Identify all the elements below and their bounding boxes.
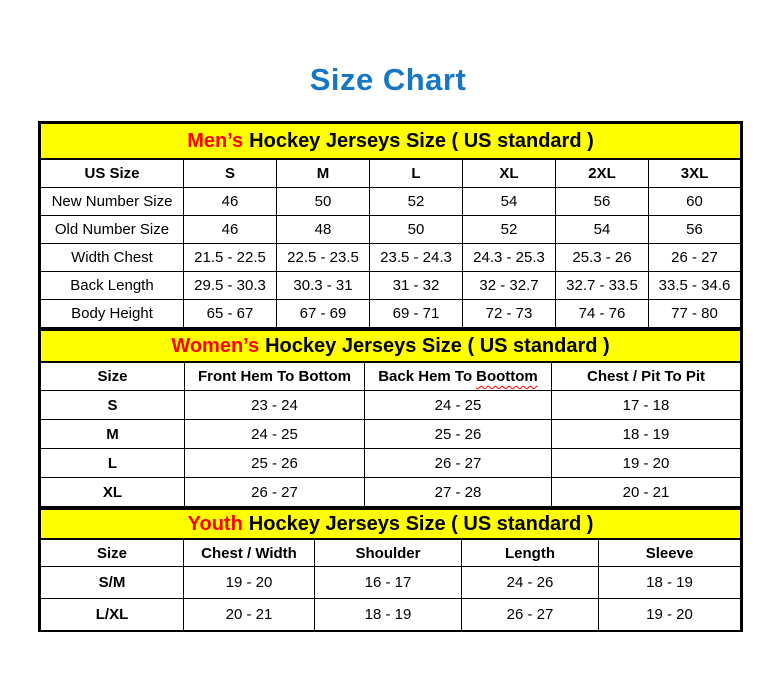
mens-section-title-cell (40, 123, 742, 160)
value-cell: 48 (277, 216, 370, 244)
value-cell: 60 (649, 188, 742, 216)
column-header: Size (40, 362, 185, 391)
womens-section-title-rest: Hockey Jerseys Size ( US standard ) (265, 334, 610, 357)
value-cell: 54 (556, 216, 649, 244)
womens-section-title-cell (40, 330, 742, 363)
value-cell: 54 (463, 188, 556, 216)
value-cell: 77 - 80 (649, 300, 742, 328)
column-header: US Size (40, 159, 184, 188)
table-row (40, 567, 742, 599)
value-cell: 24 - 26 (462, 567, 599, 599)
row-label: Width Chest (40, 244, 184, 272)
value-cell: 18 - 19 (599, 567, 742, 599)
value-cell: 26 - 27 (462, 599, 599, 632)
value-cell: 21.5 - 22.5 (184, 244, 277, 272)
womens-section-header-row (40, 330, 742, 363)
value-cell: 24 - 25 (365, 391, 552, 420)
womens-section-title-red: Women’s (171, 334, 260, 357)
value-cell: 56 (649, 216, 742, 244)
value-cell: 23 - 24 (185, 391, 365, 420)
mens-size-table (38, 121, 743, 328)
womens-column-header-row (40, 362, 742, 391)
column-header: Chest / Width (184, 539, 315, 567)
value-cell: 46 (184, 216, 277, 244)
value-cell: 46 (184, 188, 277, 216)
value-cell: 69 - 71 (370, 300, 463, 328)
column-header: Sleeve (599, 539, 742, 567)
column-header: XL (463, 159, 556, 188)
value-cell: 27 - 28 (365, 478, 552, 507)
youth-section-title-cell (40, 509, 742, 540)
table-row (40, 599, 742, 632)
value-cell: 26 - 27 (365, 449, 552, 478)
value-cell: 25.3 - 26 (556, 244, 649, 272)
value-cell: 26 - 27 (649, 244, 742, 272)
column-header: Front Hem To Bottom (185, 362, 365, 391)
column-header: Chest / Pit To Pit (552, 362, 742, 391)
column-header: S (184, 159, 277, 188)
row-label: Back Length (40, 272, 184, 300)
column-header (365, 362, 552, 391)
value-cell: 74 - 76 (556, 300, 649, 328)
value-cell: 32 - 32.7 (463, 272, 556, 300)
value-cell: 20 - 21 (184, 599, 315, 632)
table-row (40, 478, 742, 507)
value-cell: 18 - 19 (315, 599, 462, 632)
table-row (40, 244, 742, 272)
value-cell: 29.5 - 30.3 (184, 272, 277, 300)
value-cell: 72 - 73 (463, 300, 556, 328)
value-cell: 56 (556, 188, 649, 216)
value-cell: 30.3 - 31 (277, 272, 370, 300)
row-label: New Number Size (40, 188, 184, 216)
table-row (40, 449, 742, 478)
value-cell: 26 - 27 (185, 478, 365, 507)
row-label: M (40, 420, 185, 449)
row-label: S/M (40, 567, 184, 599)
page-title: Size Chart (309, 62, 467, 97)
youth-column-header-row (40, 539, 742, 567)
column-header-back-hem-text: Back Hem To (378, 368, 473, 385)
row-label: L (40, 449, 185, 478)
row-label: XL (40, 478, 185, 507)
mens-column-header-row (40, 159, 742, 188)
table-row (40, 188, 742, 216)
size-chart-tables (38, 121, 740, 632)
value-cell: 33.5 - 34.6 (649, 272, 742, 300)
mens-section-header-row (40, 123, 742, 160)
table-row (40, 391, 742, 420)
value-cell: 25 - 26 (185, 449, 365, 478)
table-row (40, 420, 742, 449)
value-cell: 32.7 - 33.5 (556, 272, 649, 300)
column-header: Shoulder (315, 539, 462, 567)
row-label: S (40, 391, 185, 420)
table-row (40, 216, 742, 244)
column-header: M (277, 159, 370, 188)
value-cell: 24.3 - 25.3 (463, 244, 556, 272)
value-cell: 22.5 - 23.5 (277, 244, 370, 272)
value-cell: 25 - 26 (365, 420, 552, 449)
column-header: Size (40, 539, 184, 567)
mens-section-title-rest: Hockey Jerseys Size ( US standard ) (249, 129, 594, 152)
value-cell: 50 (277, 188, 370, 216)
value-cell: 23.5 - 24.3 (370, 244, 463, 272)
youth-section-header-row (40, 509, 742, 540)
value-cell: 16 - 17 (315, 567, 462, 599)
value-cell: 19 - 20 (599, 599, 742, 632)
row-label: Body Height (40, 300, 184, 328)
youth-section-title-rest: Hockey Jerseys Size ( US standard ) (248, 512, 594, 535)
value-cell: 52 (463, 216, 556, 244)
column-header: L (370, 159, 463, 188)
misspelled-word-underlined: Boottom (476, 368, 538, 385)
column-header: 2XL (556, 159, 649, 188)
column-header: 3XL (649, 159, 742, 188)
youth-size-table (38, 507, 743, 632)
value-cell: 31 - 32 (370, 272, 463, 300)
value-cell: 20 - 21 (552, 478, 742, 507)
value-cell: 67 - 69 (277, 300, 370, 328)
youth-section-title-red: Youth (187, 512, 243, 535)
value-cell: 17 - 18 (552, 391, 742, 420)
value-cell: 19 - 20 (184, 567, 315, 599)
table-row (40, 300, 742, 328)
mens-section-title-red: Men’s (187, 129, 244, 152)
value-cell: 65 - 67 (184, 300, 277, 328)
table-row (40, 272, 742, 300)
value-cell: 50 (370, 216, 463, 244)
row-label: L/XL (40, 599, 184, 632)
value-cell: 52 (370, 188, 463, 216)
womens-size-table (38, 328, 743, 507)
value-cell: 18 - 19 (552, 420, 742, 449)
row-label: Old Number Size (40, 216, 184, 244)
column-header: Length (462, 539, 599, 567)
value-cell: 19 - 20 (552, 449, 742, 478)
value-cell: 24 - 25 (185, 420, 365, 449)
